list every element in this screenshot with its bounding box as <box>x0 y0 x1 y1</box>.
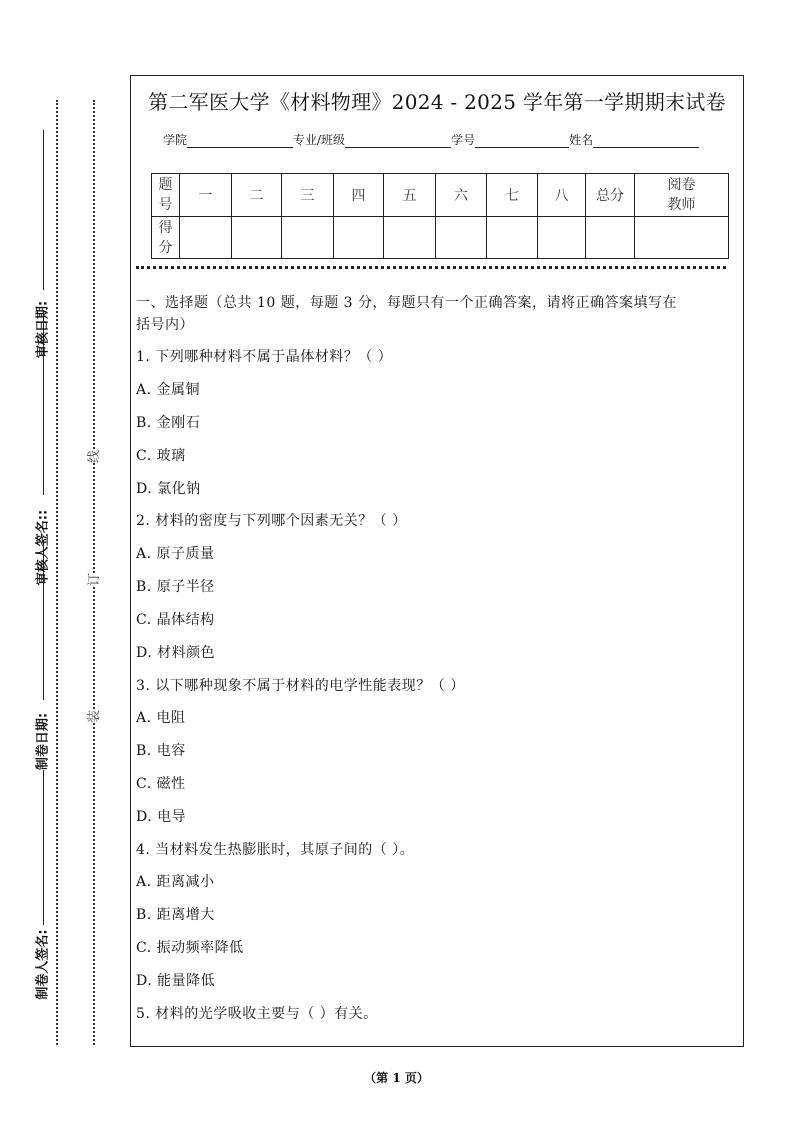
option: A. 距离减小 <box>136 874 215 890</box>
preparer-signature-label: 制卷人签名: <box>35 929 51 1000</box>
question-stem: 3. 以下哪种现象不属于材料的电学性能表现？（ ） <box>136 678 465 694</box>
review-date-line <box>43 130 44 290</box>
student-id-label: 学号 <box>451 133 476 147</box>
prep-date-label: 制卷日期: <box>35 712 51 771</box>
option: A. 金属铜 <box>136 382 201 398</box>
option: C. 磁性 <box>136 776 186 792</box>
college-label: 学院 <box>163 133 188 147</box>
col-header: 总分 <box>586 174 635 217</box>
option: C. 振动频率降低 <box>136 940 244 956</box>
option: B. 金刚石 <box>136 415 201 431</box>
student-id-field[interactable] <box>475 133 569 148</box>
option: D. 氯化钠 <box>136 481 201 497</box>
option: B. 原子半径 <box>136 579 215 595</box>
page-number: （第 1 页） <box>364 1071 429 1085</box>
binding-char-ding: 订 <box>83 573 102 586</box>
option: C. 晶体结构 <box>136 612 215 628</box>
question-stem: 5. 材料的光学吸收主要与（ ）有关。 <box>136 1006 378 1022</box>
col-header: 阅卷教师 <box>635 174 729 217</box>
exam-title: 第二军医大学《材料物理》2024 - 2025 学年第一学期期末试卷 <box>148 90 726 114</box>
score-cell[interactable] <box>487 217 538 259</box>
score-cell[interactable] <box>384 217 436 259</box>
col-header: 四 <box>334 174 384 217</box>
section-heading-cont: 括号内） <box>136 317 194 333</box>
name-label: 姓名 <box>569 133 594 147</box>
question-stem: 1. 下列哪种材料不属于晶体材料？（ ） <box>136 349 393 365</box>
row-label-score: 得分 <box>152 217 180 259</box>
option: B. 距离增大 <box>136 907 215 923</box>
col-header: 八 <box>538 174 586 217</box>
major-class-field[interactable] <box>345 133 451 148</box>
preparer-signature-line <box>43 770 44 925</box>
score-cell[interactable] <box>334 217 384 259</box>
question-stem: 2. 材料的密度与下列哪个因素无关？（ ） <box>136 513 407 529</box>
review-date-label: 审核日期: <box>35 300 51 359</box>
option: D. 电导 <box>136 809 187 825</box>
student-info-row <box>163 131 699 148</box>
major-class-label: 专业/班级 <box>293 133 346 147</box>
section-heading: 一、选择题（总共 10 题，每题 3 分，每题只有一个正确答案，请将正确答案填写在 <box>136 295 678 311</box>
option: B. 电容 <box>136 743 186 759</box>
option: A. 原子质量 <box>136 546 215 562</box>
score-table <box>151 173 729 259</box>
col-header: 六 <box>436 174 487 217</box>
reviewer-signature-label: 审核人签名:: <box>35 509 51 586</box>
option: C. 玻璃 <box>136 448 186 464</box>
name-field[interactable] <box>593 133 699 148</box>
separator-dotted-line <box>136 266 726 269</box>
college-field[interactable] <box>187 133 293 148</box>
score-cell[interactable] <box>538 217 586 259</box>
row-label-question-number: 题号 <box>152 174 180 217</box>
score-cell[interactable] <box>282 217 334 259</box>
col-header: 二 <box>232 174 282 217</box>
option: A. 电阻 <box>136 710 186 726</box>
col-header: 七 <box>487 174 538 217</box>
option: D. 材料颜色 <box>136 645 216 661</box>
score-cell[interactable] <box>232 217 282 259</box>
binding-char-xian: 线 <box>83 450 102 463</box>
col-header: 一 <box>180 174 232 217</box>
col-header: 三 <box>282 174 334 217</box>
option: D. 能量降低 <box>136 973 216 989</box>
score-cell[interactable] <box>180 217 232 259</box>
question-stem: 4. 当材料发生热膨胀时，其原子间的（ ）。 <box>136 842 415 858</box>
score-cell[interactable] <box>635 217 729 259</box>
binding-dotted-line-outer <box>56 100 58 1045</box>
binding-char-zhuang: 装 <box>83 710 102 723</box>
score-cell[interactable] <box>586 217 635 259</box>
col-header: 五 <box>384 174 436 217</box>
score-cell[interactable] <box>436 217 487 259</box>
